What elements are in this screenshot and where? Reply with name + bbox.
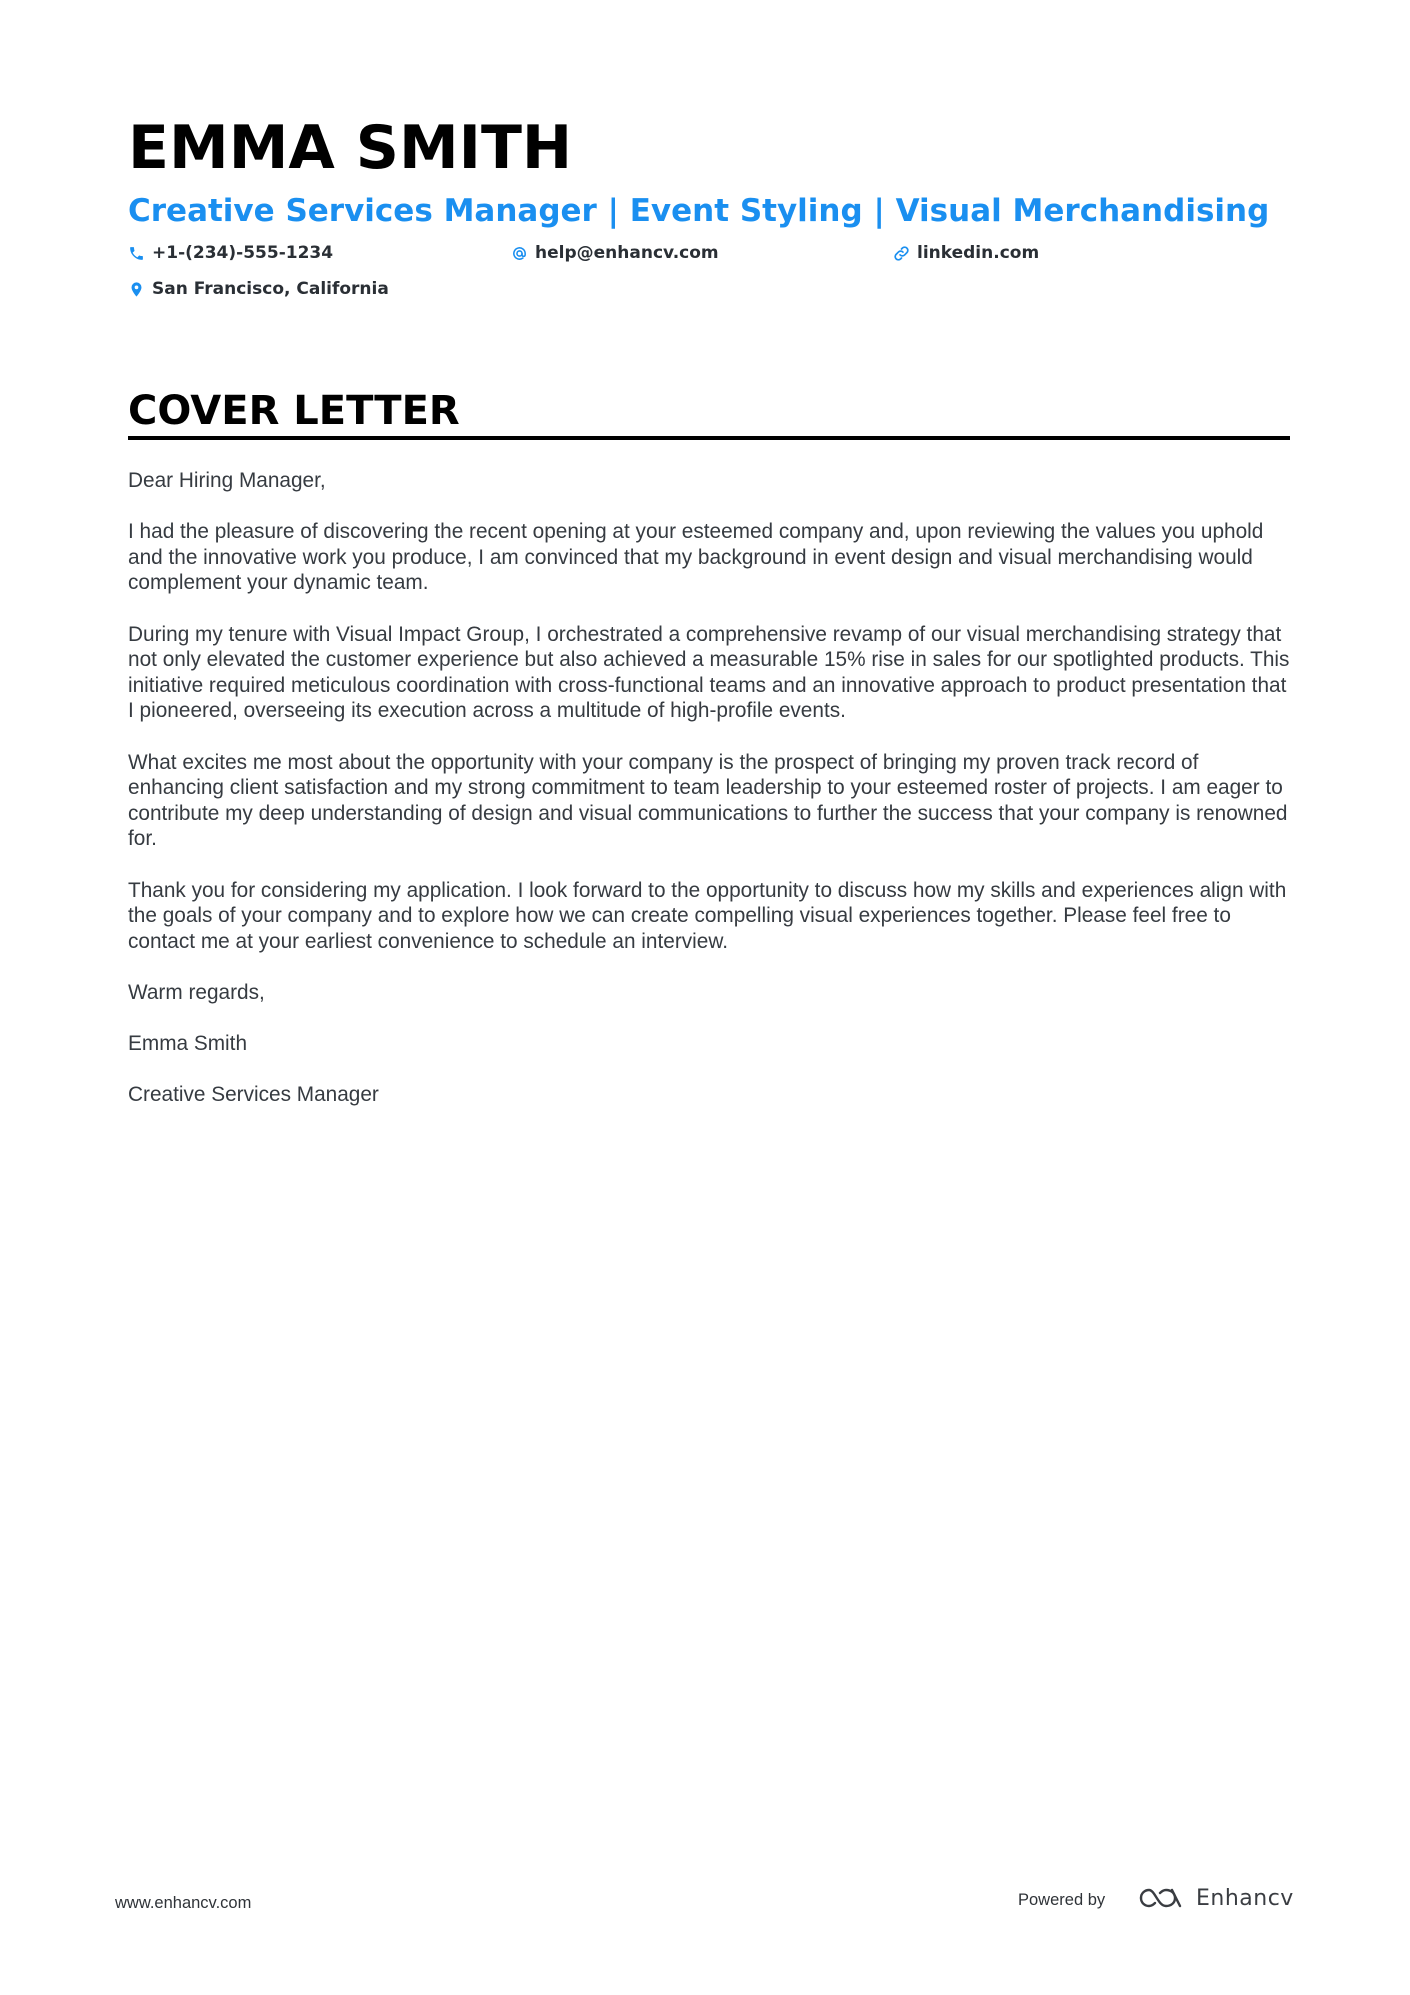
candidate-name: EMMA SMITH: [128, 113, 573, 183]
contact-email-text: help@enhancv.com: [535, 243, 719, 263]
letter-body: [128, 468, 1296, 1133]
contact-linkedin[interactable]: [893, 241, 1039, 265]
link-icon: [893, 245, 910, 262]
at-icon: [511, 245, 528, 262]
enhancv-wordmark: Enhancv: [1196, 1885, 1294, 1911]
letter-paragraph-2: During my tenure with Visual Impact Group, I orchestrated a comprehensive revamp of our visual merchandising strategy that not only elevated the customer experience but also achieved a measurable 15% rise in sales for our spotlighted products. This initiative required meticulous coordination with cross-functional teams and an innovative approach to product presentation that I pioneered, overseeing its execution across a multitude of high-profile events.: [128, 622, 1290, 723]
letter-signature-name: Emma Smith: [128, 1032, 248, 1056]
contact-email[interactable]: [511, 241, 719, 265]
section-divider: [128, 436, 1290, 440]
contact-phone-text: +1-(234)-555-1234: [152, 243, 334, 263]
contact-phone[interactable]: [128, 241, 333, 265]
letter-paragraph-1: I had the pleasure of discovering the recent opening at your esteemed company and, upon reviewing the values you uphold and the innovative work you produce, I am convinced that my background in event design and visual merchandising would complement your dynamic team.: [128, 520, 1264, 595]
contact-location-text: San Francisco, California: [152, 279, 389, 299]
section-title: COVER LETTER: [128, 388, 460, 434]
letter-paragraph-4: Thank you for considering my application. I look forward to the opportunity to discuss how my skills and experiences align with the goals of your company and to explore how we can create compelling visual experiences together. Please feel free to contact me at your earliest convenience to schedule an interview.: [128, 878, 1287, 953]
phone-icon: [128, 245, 145, 262]
letter-salutation: Dear Hiring Manager,: [128, 469, 326, 492]
contact-location: [128, 277, 389, 301]
letter-paragraph-3: What excites me most about the opportunity with your company is the prospect of bringing my proven track record of enhancing client satisfaction and my strong commitment to team leadership to your esteemed roster of projects. I am eager to contribute my deep understanding of design and visual communications to further the success that your company is renowned for.: [128, 750, 1288, 851]
candidate-headline: Creative Services Manager | Event Styling | Visual Merchandising: [128, 193, 1270, 229]
footer-url[interactable]: www.enhancv.com: [115, 1894, 252, 1912]
footer-powered-by: Powered by: [1018, 1891, 1106, 1909]
contact-linkedin-text: linkedin.com: [917, 243, 1040, 263]
letter-closing: Warm regards,: [128, 980, 265, 1004]
location-pin-icon: [128, 281, 145, 298]
enhancv-logo-icon: [1138, 1885, 1184, 1911]
letter-signature-title: Creative Services Manager: [128, 1083, 379, 1107]
enhancv-logo[interactable]: [1138, 1885, 1294, 1911]
